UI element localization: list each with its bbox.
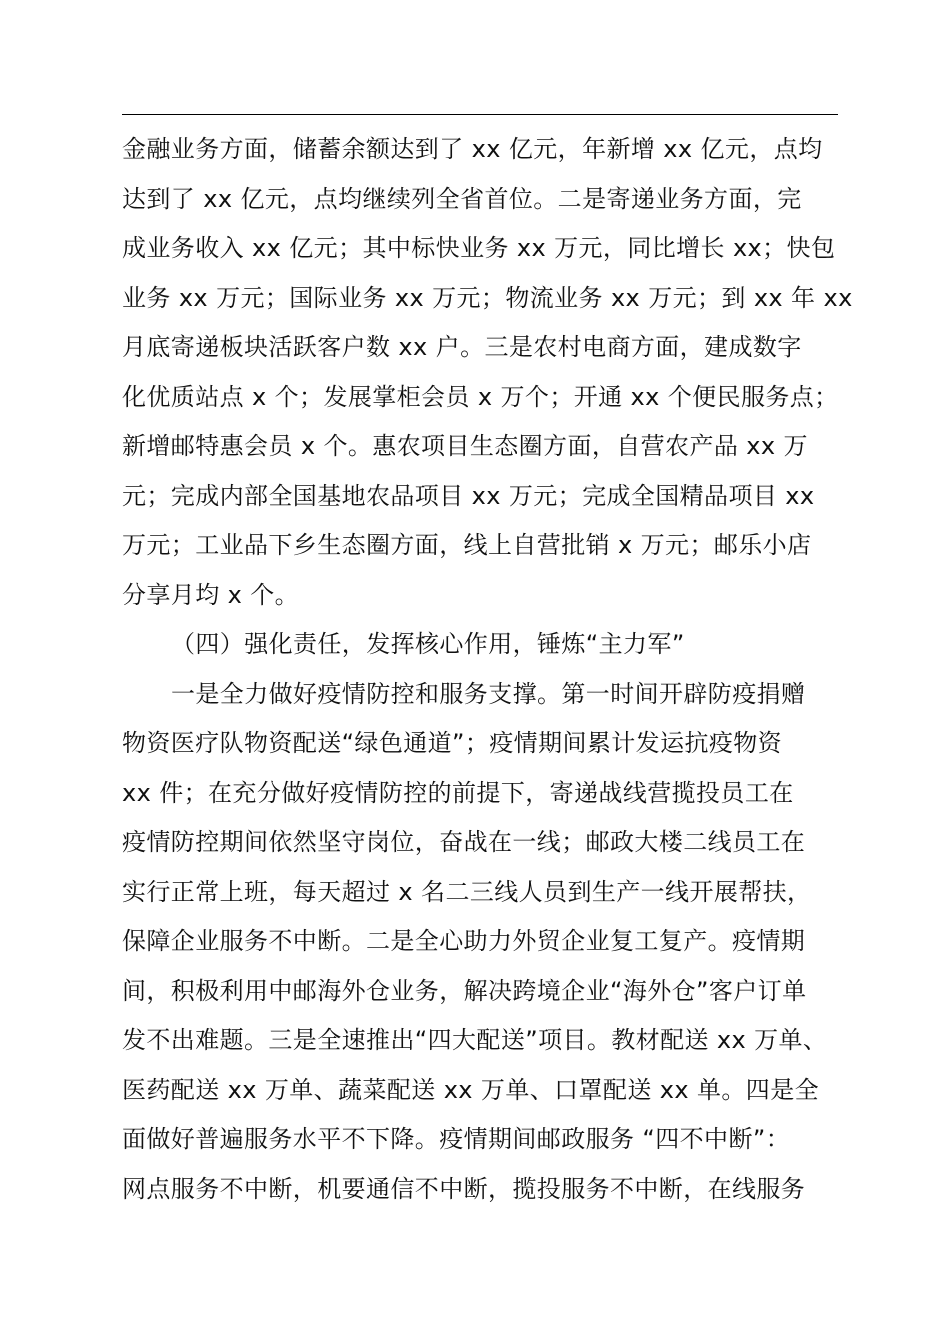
text-line: 化优质站点 x 个；发展掌柜会员 x 万个；开通 xx 个便民服务点； [122,382,839,411]
text-line: 分享月均 x 个。 [122,580,300,609]
text-line: 物资医疗队物资配送“绿色通道”；疫情期间累计发运抗疫物资 [122,729,783,757]
text-line: 面做好普遍服务水平不下降。疫情期间邮政服务 “四不中断”： [122,1125,791,1153]
text-line: 业务 xx 万元；国际业务 xx 万元；物流业务 xx 万元；到 xx 年 xx [122,283,853,312]
text-line: 成业务收入 xx 亿元；其中标快业务 xx 万元，同比增长 xx；快包 [122,234,836,262]
text-line: 发不出难题。三是全速推出“四大配送”项目。教材配送 xx 万单、 [122,1026,828,1054]
section-heading: （四）强化责任，发挥核心作用，锤炼“主力军” [171,630,685,658]
text-line: 万元；工业品下乡生态圈方面，线上自营批销 x 万元；邮乐小店 [122,531,812,559]
text-line: 新增邮特惠会员 x 个。惠农项目生态圈方面，自营农产品 xx 万 [122,432,808,460]
text-line: 网点服务不中断，机要通信不中断，揽投服务不中断，在线服务 [122,1174,806,1203]
text-line: 疫情防控期间依然坚守岗位，奋战在一线；邮政大楼二线员工在 [122,828,806,856]
paragraph-start-line: 一是全力做好疫情防控和服务支撑。第一时间开辟防疫捐赠 [171,679,806,708]
text-line: xx 件；在充分做好疫情防控的前提下，寄递战线营揽投员工在 [122,778,794,807]
text-line: 月底寄递板块活跃客户数 xx 户。三是农村电商方面，建成数字 [122,333,802,361]
text-line: 保障企业服务不中断。二是全心助力外贸企业复工复产。疫情期 [122,927,806,955]
text-line: 间，积极利用中邮海外仓业务，解决跨境企业“海外仓”客户订单 [122,976,807,1005]
text-line: 医药配送 xx 万单、蔬菜配送 xx 万单、口罩配送 xx 单。四是全 [122,1075,819,1104]
text-line: 达到了 xx 亿元，点均继续列全省首位。二是寄递业务方面，完 [122,184,802,213]
header-rule [122,114,838,115]
text-line: 元；完成内部全国基地农品项目 xx 万元；完成全国精品项目 xx [122,481,815,510]
text-line: 金融业务方面，储蓄余额达到了 xx 亿元，年新增 xx 亿元，点均 [122,135,823,163]
text-line: 实行正常上班，每天超过 x 名二三线人员到生产一线开展帮扶， [122,877,812,906]
body-text [122,125,862,1214]
